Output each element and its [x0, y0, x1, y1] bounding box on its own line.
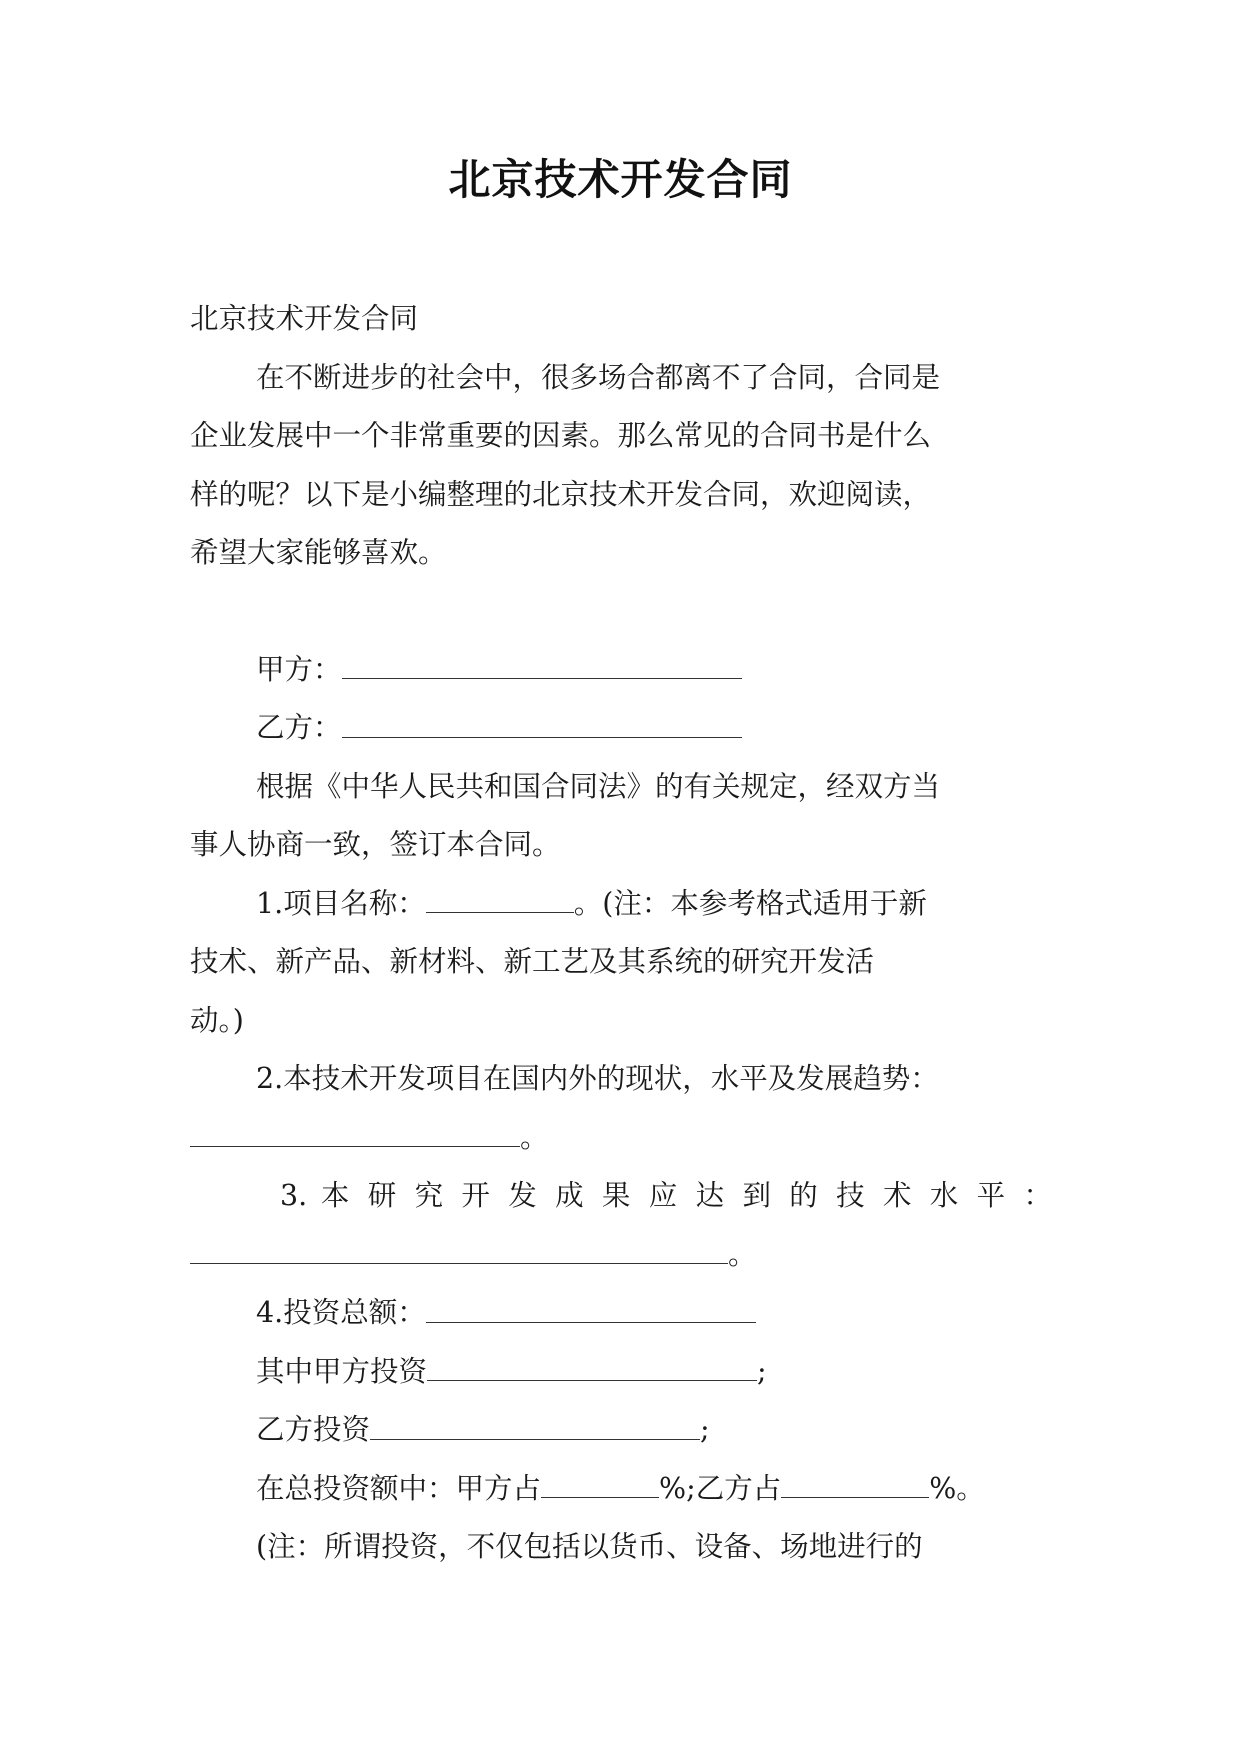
party-a-line	[190, 641, 1052, 700]
item-2-end: 。	[520, 1120, 549, 1154]
basis-line-2: 事人协商一致，签订本合同。	[190, 828, 561, 861]
item-2-answer-line	[190, 1109, 1052, 1168]
share-end: %。	[929, 1471, 985, 1505]
intro-line-3: 样的呢？以下是小编整理的北京技术开发合同，欢迎阅读，	[190, 477, 932, 511]
item-3-line: 3. 本 研 究 开 发 成 果 应 达 到 的 技 术 水 平 ：	[280, 1179, 1052, 1212]
item-1-line	[190, 875, 1052, 934]
party-b-label: 乙方：	[256, 711, 342, 744]
share-mid-label: %;乙方占	[659, 1471, 782, 1505]
note-line: (注：所谓投资，不仅包括以货币、设备、场地进行的	[256, 1530, 923, 1563]
invest-b-label: 乙方投资	[256, 1413, 371, 1446]
party-a-blank[interactable]	[342, 651, 742, 679]
document-title: 北京技术开发合同	[448, 155, 793, 204]
share-a-blank[interactable]	[541, 1470, 659, 1498]
invest-a-end: ;	[757, 1354, 767, 1388]
invest-b-end: ;	[700, 1413, 710, 1446]
invest-a-label: 其中甲方投资	[256, 1354, 428, 1388]
share-b-blank[interactable]	[781, 1470, 929, 1498]
item-1-note-line-2: 技术、新产品、新材料、新工艺及其系统的研究开发活	[190, 945, 875, 978]
intro-line-2: 企业发展中一个非常重要的因素。那么常见的合同书是什么	[190, 419, 932, 452]
invest-b-line	[190, 1401, 1052, 1460]
subtitle: 北京技术开发合同	[190, 302, 419, 335]
share-line	[190, 1460, 1052, 1519]
status-blank[interactable]	[190, 1119, 520, 1147]
invest-a-line	[190, 1343, 1052, 1402]
total-investment-blank[interactable]	[426, 1295, 756, 1323]
item-2-line: 2.本技术开发项目在国内外的现状，水平及发展趋势：	[256, 1062, 939, 1095]
item-3-end: 。	[728, 1237, 757, 1271]
basis-line-1: 根据《中华人民共和国合同法》的有关规定，经双方当	[256, 769, 941, 803]
item-1-note-line-3: 动。)	[190, 1003, 244, 1037]
project-name-blank[interactable]	[426, 885, 574, 913]
item-1-label: 1.项目名称：	[256, 886, 426, 920]
item-4-line	[190, 1284, 1052, 1343]
invest-b-blank[interactable]	[370, 1412, 700, 1440]
intro-line-4: 希望大家能够喜欢。	[190, 536, 447, 569]
intro-line-1: 在不断进步的社会中，很多场合都离不了合同，合同是	[256, 360, 941, 394]
item-4-label: 4.投资总额：	[256, 1296, 426, 1329]
tech-level-blank[interactable]	[190, 1236, 728, 1264]
item-1-note: 。(注：本参考格式适用于新	[573, 886, 927, 920]
document-body	[190, 290, 1052, 1577]
item-3-answer-line	[190, 1226, 1052, 1285]
invest-a-blank[interactable]	[427, 1353, 757, 1381]
share-a-label: 在总投资额中：甲方占	[256, 1471, 542, 1505]
party-b-blank[interactable]	[342, 710, 742, 738]
party-b-line	[190, 699, 1052, 758]
paragraph-gap	[190, 583, 1052, 641]
party-a-label: 甲方：	[256, 652, 342, 686]
